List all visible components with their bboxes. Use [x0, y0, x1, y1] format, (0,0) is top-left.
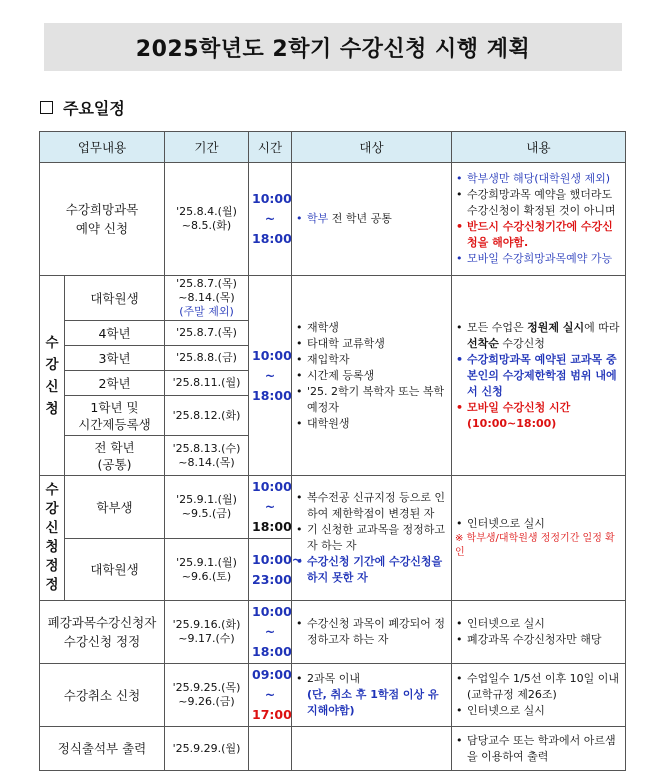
section-heading	[40, 96, 125, 119]
group-label-registration	[40, 276, 65, 476]
schedule-table	[39, 131, 626, 771]
content-cell	[452, 601, 626, 664]
period-cell: '25.9.29.(월)	[165, 727, 249, 771]
target-item: • 수강신청 기간에 수강신청을 하지 못한 자	[307, 554, 448, 586]
period-text: '25.9.1.(월)	[176, 493, 237, 506]
target-cell	[292, 163, 452, 276]
content-text: 선착순	[467, 336, 499, 350]
period-text: ~8.14.(목)	[178, 455, 235, 469]
content-cell	[452, 727, 626, 771]
task-text: 폐강과목수강신청자	[47, 615, 157, 630]
group-char: 신	[45, 378, 59, 395]
sub-label: 2학년	[65, 371, 165, 396]
time-text: 09:00 ~	[252, 667, 292, 702]
period-cell	[165, 163, 249, 276]
time-text: 23:00	[252, 571, 292, 587]
period-text: ~8.5.(화)	[181, 219, 232, 232]
time-cell	[249, 727, 292, 771]
content-cell	[452, 476, 626, 601]
task-text: 수강희망과목	[65, 202, 139, 217]
group-char: 청	[45, 400, 59, 417]
period-text: '25.9.25.(목)	[172, 681, 241, 694]
content-item	[467, 219, 622, 251]
time-cell	[249, 664, 292, 727]
task-cell	[40, 601, 165, 664]
time-text: 10:00 ~	[252, 191, 292, 226]
period-text: ~9.17.(수)	[178, 632, 235, 645]
content-item: • 학부생만 해당(대학원생 제외)	[467, 171, 622, 187]
task-cell: 정식출석부 출력	[40, 727, 165, 771]
task-cell: 수강취소 신청	[40, 664, 165, 727]
period-text: ~9.5.(금)	[181, 507, 232, 520]
time-text: 10:00~	[252, 551, 303, 567]
sub-label: 3학년	[65, 346, 165, 371]
content-cell	[452, 664, 626, 727]
content-item: • 인터넷으로 실시	[467, 516, 622, 532]
target-text: 학부	[307, 212, 329, 225]
target-item: • 시간제 등록생	[307, 368, 448, 384]
content-text: (10:00~18:00)	[467, 416, 557, 430]
time-text: 18:00	[252, 519, 292, 534]
time-text: 10:00 ~	[252, 347, 292, 383]
header-target: 대상	[292, 132, 452, 163]
period-cell	[165, 664, 249, 727]
time-cell	[249, 276, 292, 476]
period-cell	[165, 476, 249, 539]
period-text: '25.8.4.(월)	[176, 205, 237, 218]
content-item: • 수강희망과목 예약된 교과목 중 본인의 수강제한학점 범위 내에서 신청	[467, 352, 622, 400]
task-text: 예약 신청	[75, 221, 129, 236]
target-note: (단, 취소 후 1학점 이상 유지해야함)	[307, 688, 439, 717]
time-text: 18:00	[252, 387, 292, 403]
period-text: ~9.6.(토)	[181, 569, 232, 583]
section-title: 주요일정	[63, 99, 125, 118]
header-period: 기간	[165, 132, 249, 163]
target-cell	[292, 476, 452, 601]
content-item: • 폐강과목 수강신청자만 해당	[467, 632, 622, 648]
target-item: • 재입학자	[307, 352, 448, 368]
period-cell: '25.8.8.(금)	[165, 346, 249, 371]
period-cell	[165, 276, 249, 321]
sub-label-text: 시간제등록생	[78, 416, 151, 432]
table-row	[40, 664, 626, 727]
table-row	[40, 476, 626, 539]
time-cell	[249, 539, 303, 601]
content-text: 정원제 실시	[527, 320, 585, 334]
period-cell	[165, 436, 249, 476]
group-char: 강	[45, 356, 59, 373]
target-item: • 수강신청 과목이 폐강되어 정정하고자 하는 자	[307, 616, 448, 648]
group-char: 수	[45, 482, 59, 498]
period-text: (주말 제외)	[179, 305, 234, 318]
target-text: 전 학년 공통	[328, 212, 392, 225]
header-row	[40, 132, 626, 163]
period-cell: '25.8.12.(화)	[165, 396, 249, 436]
time-text: 18:00	[252, 644, 292, 659]
content-item: • 모바일 수강희망과목예약 가능	[467, 251, 622, 267]
group-label-correction	[40, 476, 65, 601]
period-text: ~9.26.(금)	[178, 695, 235, 708]
group-char: 정	[45, 558, 59, 574]
group-char: 수	[45, 334, 59, 351]
task-cell	[40, 163, 165, 276]
time-text: 10:00 ~	[252, 604, 292, 639]
target-cell	[292, 664, 452, 727]
content-cell	[452, 276, 626, 476]
time-text: 10:00 ~	[252, 479, 292, 514]
target-cell	[292, 276, 452, 476]
sub-label: 대학원생	[65, 276, 165, 321]
content-text: 에 따라	[584, 320, 620, 334]
sub-label	[65, 396, 165, 436]
target-item: • '25. 2학기 복학자 또는 복학예정자	[307, 384, 448, 416]
period-text: '25.9.16.(화)	[172, 618, 241, 631]
content-item: • 인터넷으로 실시	[467, 703, 622, 719]
content-item: • 담당교수 또는 학과에서 아르샘을 이용하여 출력	[467, 733, 622, 765]
time-text: 17:00	[252, 707, 292, 722]
group-char: 강	[45, 501, 59, 517]
time-cell	[249, 163, 292, 276]
target-item: • 대학원생	[307, 416, 448, 432]
time-cell	[249, 476, 292, 539]
sub-label-text: 1학년 및	[90, 399, 139, 415]
target-item: • 2과목 이내	[307, 671, 448, 687]
content-text: 반드시 수강신청기간에 수강신청을 해야함.	[467, 220, 613, 249]
content-item: • 수강희망과목 예약을 했더라도 수강신청이 확정된 것이 아니며	[467, 187, 622, 219]
target-item: • 타대학 교류학생	[307, 336, 448, 352]
period-text: '25.8.7.(목)	[176, 277, 237, 290]
period-text: '25.8.13.(수)	[172, 441, 241, 455]
table-row	[40, 727, 626, 771]
period-cell: '25.8.7.(목)	[165, 321, 249, 346]
header-time: 시간	[249, 132, 292, 163]
page-title: 2025학년도 2학기 수강신청 시행 계획	[44, 23, 622, 71]
time-cell	[249, 601, 292, 664]
content-item	[467, 400, 622, 432]
group-char: 신	[45, 520, 59, 536]
target-cell	[292, 727, 452, 771]
header-content: 내용	[452, 132, 626, 163]
period-cell	[165, 539, 249, 601]
content-item: • 수업일수 1/5선 이후 10일 이내(교학규정 제26조)	[467, 671, 622, 703]
square-icon	[40, 101, 53, 114]
period-text: '25.9.1.(월)	[176, 555, 237, 569]
table-row	[40, 276, 626, 321]
header-task: 업무내용	[40, 132, 165, 163]
target-item: • 기 신청한 교과목을 정정하고자 하는 자	[307, 522, 448, 554]
table-row	[40, 601, 626, 664]
sub-label-text: (공통)	[97, 456, 132, 472]
period-text: ~8.14.(목)	[178, 291, 235, 304]
content-item: • 인터넷으로 실시	[467, 616, 622, 632]
content-text: • 모바일 수강신청 시간	[467, 400, 571, 414]
content-item	[467, 320, 622, 352]
task-text: 수강신청 정정	[63, 634, 141, 649]
target-item: • 복수전공 신규지정 등으로 인하여 제한학점이 변경된 자	[307, 490, 448, 522]
sub-label: 4학년	[65, 321, 165, 346]
content-text: 수강신청	[498, 336, 545, 350]
sub-label-text: 전 학년	[94, 439, 135, 455]
table-row	[40, 163, 626, 276]
note-text: ※ 학부생/대학원생 정정기간 일정 확인	[455, 533, 615, 558]
time-text: 18:00	[252, 231, 292, 246]
sub-label: 학부생	[65, 476, 165, 539]
sub-label: 대학원생	[65, 539, 165, 601]
content-cell	[452, 163, 626, 276]
target-cell	[292, 601, 452, 664]
period-cell: '25.8.11.(월)	[165, 371, 249, 396]
group-char: 정	[45, 577, 59, 593]
target-item: • 재학생	[307, 320, 448, 336]
sub-label	[65, 436, 165, 476]
period-cell	[165, 601, 249, 664]
content-text: 모든 수업은	[467, 320, 528, 334]
group-char: 청	[45, 539, 59, 555]
